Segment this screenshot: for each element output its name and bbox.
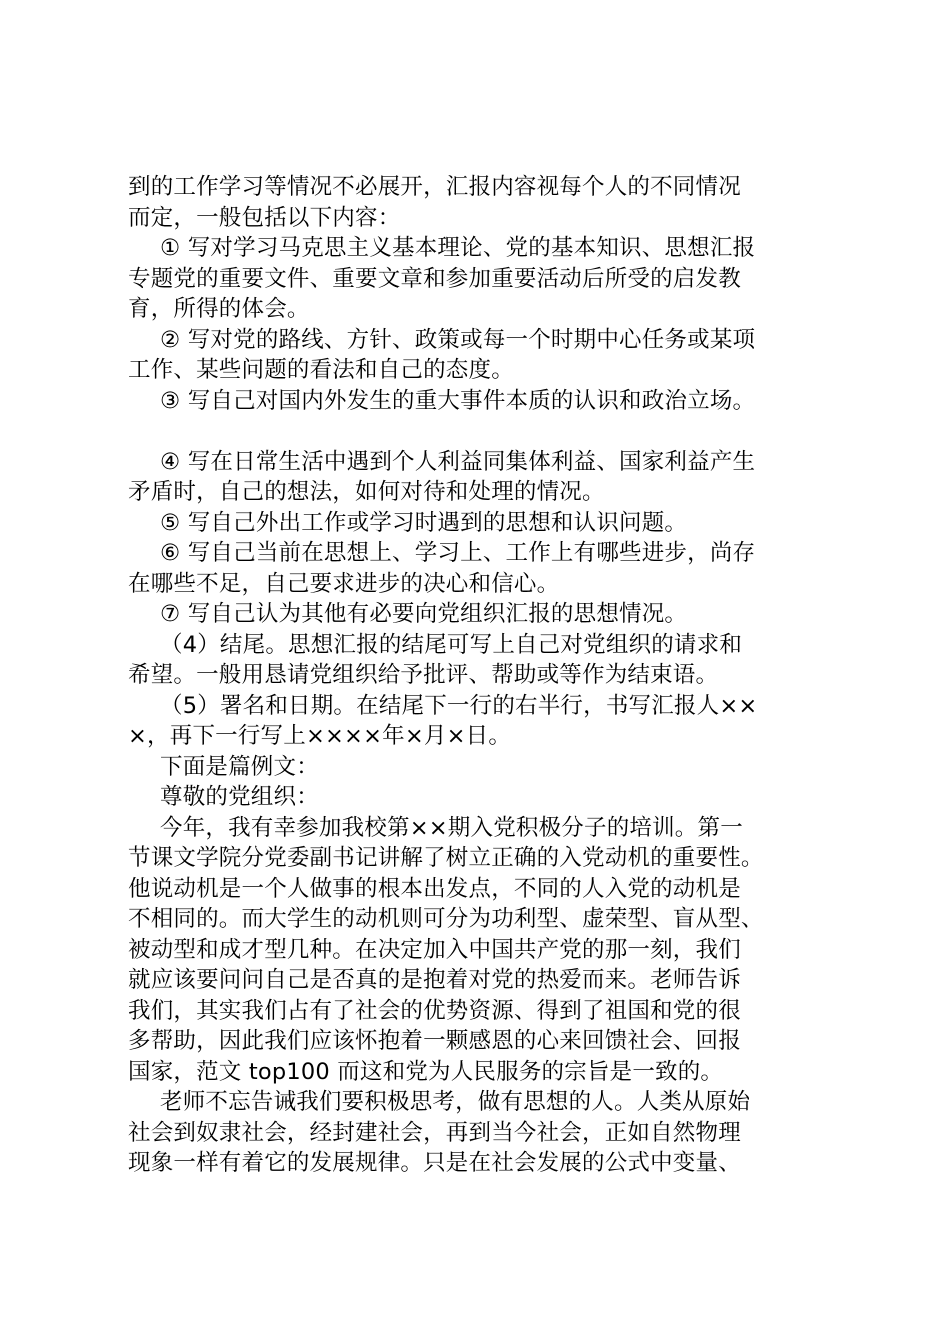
text-line: 育，所得的体会。 xyxy=(128,296,310,322)
text-line: 到的工作学习等情况不必展开，汇报内容视每个人的不同情况 xyxy=(128,174,741,200)
list-item-2: ② 写对党的路线、方针、政策或每一个时期中心任务或某项 xyxy=(160,326,756,353)
example-intro: 下面是篇例文： xyxy=(160,753,319,780)
salutation: 尊敬的党组织： xyxy=(160,784,319,810)
text-line: 不相同的。而大学生的动机则可分为功利型、虚荣型、盲从型、 xyxy=(128,906,764,932)
text-line: 而定，一般包括以下内容： xyxy=(128,204,401,231)
text-line: 节课文学院分党委副书记讲解了树立正确的入党动机的重要性。 xyxy=(128,845,764,871)
text-line: ×，再下一行写上××××年×月×日。 xyxy=(128,723,512,749)
text-line: 就应该要问问自己是否真的是抱着对党的热爱而来。老师告诉 xyxy=(128,967,741,993)
section-signature: （5）署名和日期。在结尾下一行的右半行，书写汇报人×× xyxy=(160,692,758,719)
text-line: 在哪些不足，自己要求进步的决心和信心。 xyxy=(128,570,560,597)
text-line: 社会到奴隶社会，经封建社会，再到当今社会，正如自然物理 xyxy=(128,1119,741,1146)
list-item-1: ① 写对学习马克思主义基本理论、党的基本知识、思想汇报 xyxy=(160,235,756,261)
paragraph-start: 今年，我有幸参加我校第××期入党积极分子的培训。第一 xyxy=(160,814,743,841)
text-line: 被动型和成才型几种。在决定加入中国共产党的那一刻，我们 xyxy=(128,936,741,963)
text-line: 工作、某些问题的看法和自己的态度。 xyxy=(128,357,514,383)
text-line: 国家，范文 top100 而这和党为人民服务的宗旨是一致的。 xyxy=(128,1058,724,1085)
text-line: 他说动机是一个人做事的根本出发点，不同的人入党的动机是 xyxy=(128,875,741,902)
text-line: 多帮助，因此我们应该怀抱着一颗感恩的心来回馈社会、回报 xyxy=(128,1028,741,1054)
list-item-3: ③ 写自己对国内外发生的重大事件本质的认识和政治立场。 xyxy=(160,387,756,414)
text-line: 专题党的重要文件、重要文章和参加重要活动后所受的启发教 xyxy=(128,265,741,292)
section-ending: （4）结尾。思想汇报的结尾可写上自己对党组织的请求和 xyxy=(160,631,743,658)
list-item-6: ⑥ 写自己当前在思想上、学习上、工作上有哪些进步，尚存 xyxy=(160,540,756,566)
paragraph-start: 老师不忘告诫我们要积极思考，做有思想的人。人类从原始 xyxy=(160,1089,751,1115)
list-item-5: ⑤ 写自己外出工作或学习时遇到的思想和认识问题。 xyxy=(160,509,688,536)
list-item-7: ⑦ 写自己认为其他有必要向党组织汇报的思想情况。 xyxy=(160,601,688,627)
text-line: 矛盾时，自己的想法，如何对待和处理的情况。 xyxy=(128,479,605,505)
blank-line xyxy=(128,416,830,447)
text-line: 现象一样有着它的发展规律。只是在社会发展的公式中变量、 xyxy=(128,1150,741,1176)
text-line: 我们，其实我们占有了社会的优势资源、得到了祖国和党的很 xyxy=(128,997,741,1024)
text-line: 希望。一般用恳请党组织给予批评、帮助或等作为结束语。 xyxy=(128,662,719,688)
list-item-4: ④ 写在日常生活中遇到个人利益同集体利益、国家利益产生 xyxy=(160,448,756,475)
document-body xyxy=(128,172,830,1179)
